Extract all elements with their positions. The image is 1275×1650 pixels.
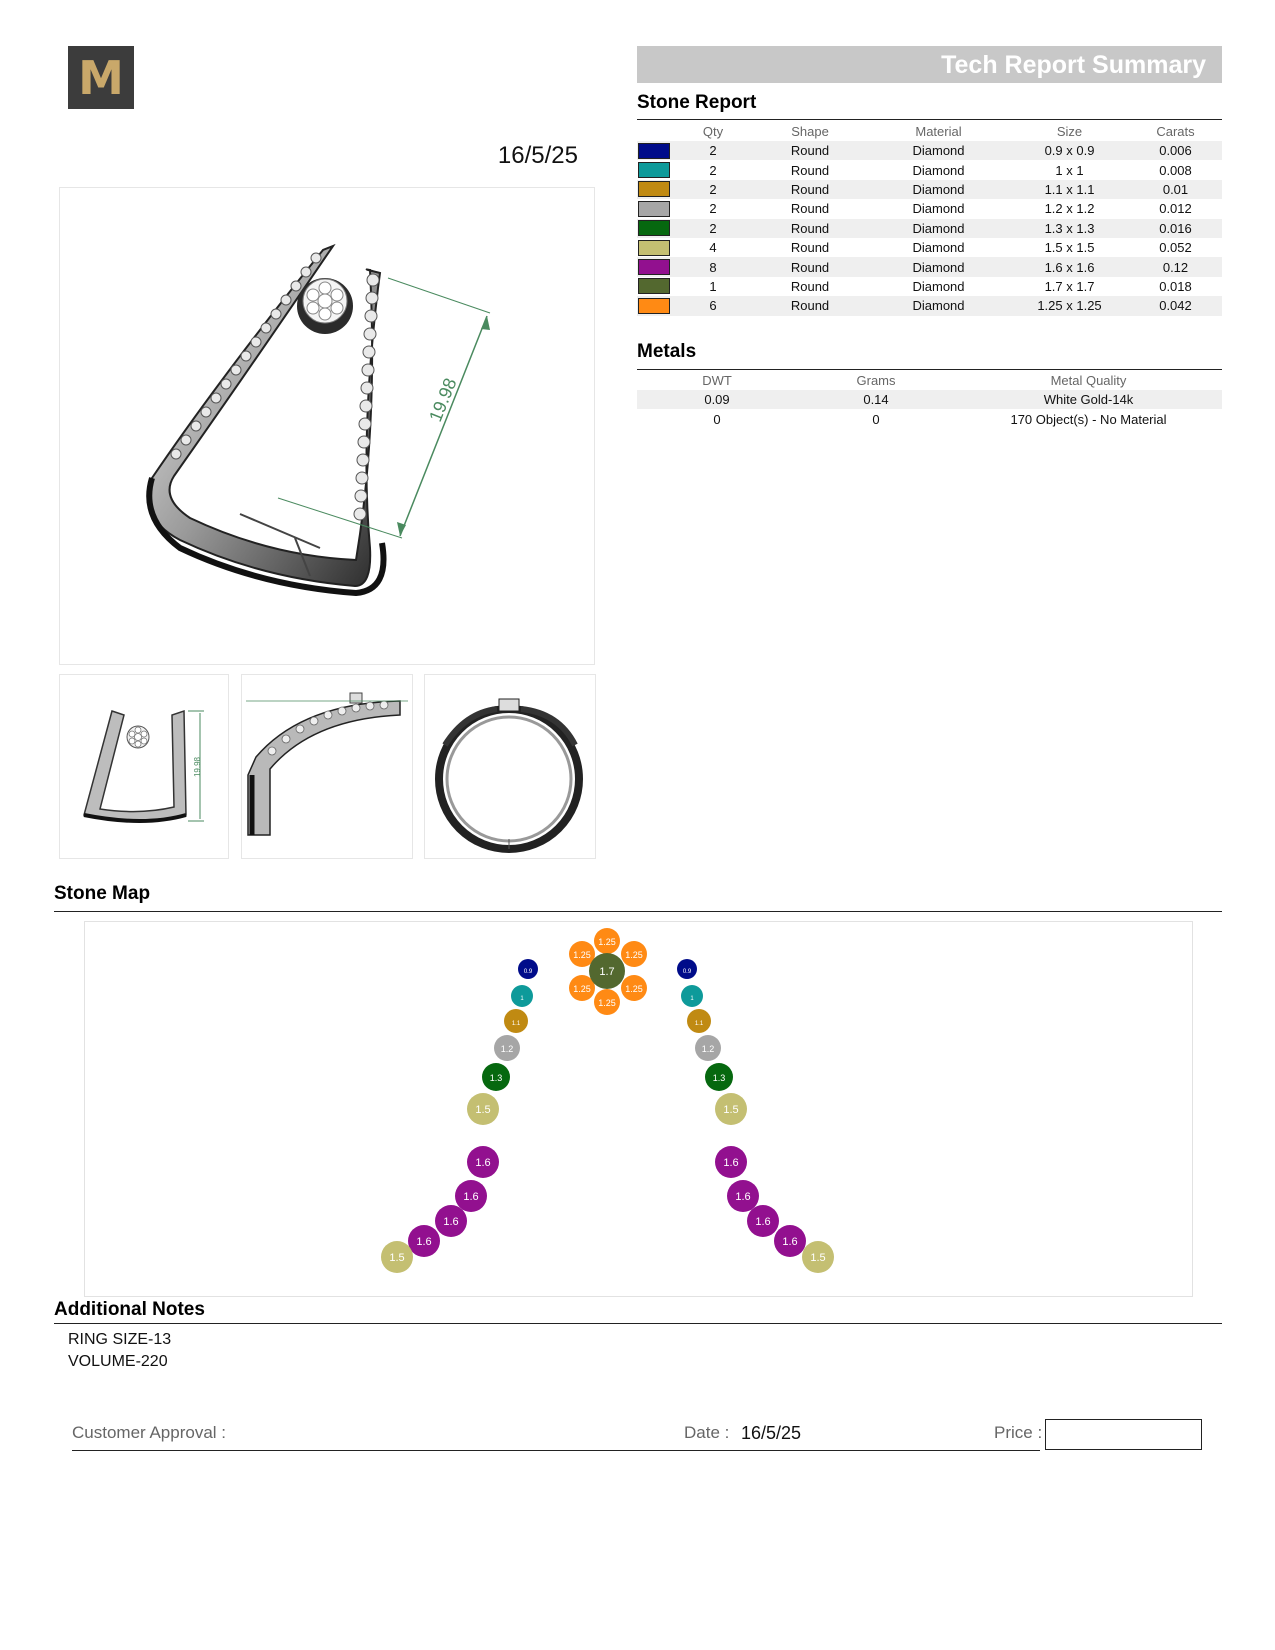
stone-marker xyxy=(687,1009,711,1033)
stone-shape: Round xyxy=(790,278,830,294)
column-header-size: Size xyxy=(1056,124,1083,139)
stone-map-heading: Stone Map xyxy=(54,883,151,904)
stone-shape: Round xyxy=(790,201,830,217)
stone-size-label: 1.25 xyxy=(625,950,643,960)
stone-size-label: 1.2 xyxy=(500,1044,514,1054)
stone-marker xyxy=(455,1180,487,1212)
stone-material: Diamond xyxy=(912,240,965,256)
stone-row xyxy=(637,257,1222,276)
stone-size-label: 1.3 xyxy=(712,1073,726,1083)
stone-size: 1.6 x 1.6 xyxy=(1010,257,1129,276)
stone-color-swatch xyxy=(638,220,670,236)
approval-date-label: Date : xyxy=(684,1423,730,1442)
page-title: Tech Report Summary xyxy=(941,51,1206,79)
stone-carats: 0.052 xyxy=(1159,240,1192,256)
stone-material: Diamond xyxy=(867,296,1010,315)
stone-size-label: 1.6 xyxy=(735,1191,751,1203)
stone-size-label: 1.5 xyxy=(723,1104,739,1116)
notes-rule xyxy=(54,1323,1222,1324)
stone-material: Diamond xyxy=(867,219,1010,238)
stone-size-label: 1.25 xyxy=(625,984,643,994)
stone-marker xyxy=(467,1146,499,1178)
stone-row xyxy=(637,141,1222,160)
price-label: Price : xyxy=(994,1423,1043,1442)
stone-marker xyxy=(482,1063,510,1091)
front-view-drawing xyxy=(60,675,228,858)
stone-marker xyxy=(435,1205,467,1237)
stone-color-cell xyxy=(637,141,673,160)
metal-quality: White Gold-14k xyxy=(955,390,1222,409)
column-header-color xyxy=(637,122,673,141)
stone-color-swatch xyxy=(638,181,670,197)
stone-size: 1.5 x 1.5 xyxy=(1044,240,1095,256)
stone-material: Diamond xyxy=(912,162,965,178)
stone-size: 1.7 x 1.7 xyxy=(1044,278,1095,294)
stone-report-heading: Stone Report xyxy=(637,92,757,113)
stone-color-swatch xyxy=(638,201,670,217)
price-field[interactable] xyxy=(1045,1419,1202,1450)
stone-shape: Round xyxy=(753,180,867,199)
stone-map-diagram xyxy=(85,922,1192,1296)
stone-size-label: 1.25 xyxy=(573,984,591,994)
stone-size-label: 1.6 xyxy=(782,1236,798,1248)
stone-qty: 2 xyxy=(709,162,717,178)
stone-qty: 2 xyxy=(709,201,717,217)
approval-signature-line xyxy=(72,1450,1040,1451)
note-ring-size: RING SIZE-13 xyxy=(68,1331,172,1348)
stone-marker xyxy=(511,985,533,1007)
metal-row xyxy=(637,409,1222,428)
stone-size-label: 1.6 xyxy=(416,1236,432,1248)
metals-rule xyxy=(637,369,1222,370)
stone-qty: 2 xyxy=(673,141,753,160)
stone-size-label: 1.25 xyxy=(598,998,616,1008)
stone-material: Diamond xyxy=(912,201,965,217)
stone-marker xyxy=(715,1146,747,1178)
metals-heading: Metals xyxy=(637,341,697,362)
stone-color-cell xyxy=(637,219,673,238)
thumb-dimension-label: 19.98 xyxy=(193,756,202,778)
stone-marker xyxy=(589,953,625,989)
stone-marker xyxy=(715,1093,747,1125)
stone-size: 1.2 x 1.2 xyxy=(1044,201,1095,217)
dimension-label: 19.98 xyxy=(425,375,461,425)
stone-marker xyxy=(594,989,620,1015)
stone-color-cell xyxy=(637,238,673,257)
approval-date-value: 16/5/25 xyxy=(741,1423,802,1443)
title-banner xyxy=(637,46,1222,83)
stone-row xyxy=(637,277,1222,296)
metal-grams: 0 xyxy=(872,411,880,427)
stone-color-swatch xyxy=(638,278,670,294)
stone-map-rule xyxy=(54,911,1222,912)
stone-color-cell xyxy=(637,257,673,276)
stone-color-swatch xyxy=(638,259,670,275)
stone-row xyxy=(637,238,1222,257)
stone-marker xyxy=(518,959,538,979)
stone-material: Diamond xyxy=(867,257,1010,276)
stone-row xyxy=(637,180,1222,199)
stone-marker xyxy=(408,1225,440,1257)
report-date: 16/5/25 xyxy=(497,142,578,169)
side-view-drawing xyxy=(242,675,412,858)
stone-size-label: 1.7 xyxy=(599,966,615,978)
stone-color-cell xyxy=(637,180,673,199)
metal-dwt: 0.09 xyxy=(637,390,797,409)
stone-qty: 6 xyxy=(673,296,753,315)
stone-marker xyxy=(681,985,703,1007)
stone-size-label: 1.6 xyxy=(443,1216,459,1228)
stone-marker xyxy=(677,959,697,979)
stone-shape: Round xyxy=(790,162,830,178)
stone-color-cell xyxy=(637,160,673,179)
metal-grams: 0.14 xyxy=(797,390,955,409)
column-header-carats: Carats xyxy=(1156,124,1195,139)
stone-carats: 0.008 xyxy=(1159,162,1192,178)
front-view-thumbnail xyxy=(59,674,229,859)
stone-marker xyxy=(467,1093,499,1125)
column-header-shape: Shape xyxy=(791,124,829,139)
stone-marker xyxy=(747,1205,779,1237)
stone-color-swatch xyxy=(638,162,670,178)
stone-row xyxy=(637,160,1222,179)
stone-size-label: 1.25 xyxy=(573,950,591,960)
stone-size-label: 1.25 xyxy=(598,937,616,947)
stone-qty: 8 xyxy=(673,257,753,276)
company-logo xyxy=(68,46,134,109)
stone-qty: 1 xyxy=(709,278,717,294)
stone-marker xyxy=(705,1063,733,1091)
customer-approval-label: Customer Approval : xyxy=(72,1423,227,1442)
stone-carats: 0.016 xyxy=(1129,219,1222,238)
stone-size-label: 1.2 xyxy=(701,1044,715,1054)
stone-color-swatch xyxy=(638,240,670,256)
column-header-dwt: DWT xyxy=(702,373,732,388)
stone-carats: 0.042 xyxy=(1129,296,1222,315)
stone-shape: Round xyxy=(790,240,830,256)
metal-row xyxy=(637,390,1222,409)
stone-material: Diamond xyxy=(867,141,1010,160)
stone-color-cell xyxy=(637,199,673,218)
stone-carats: 0.006 xyxy=(1129,141,1222,160)
stone-marker xyxy=(381,1241,413,1273)
stone-marker xyxy=(621,941,647,967)
stone-size: 1.1 x 1.1 xyxy=(1010,180,1129,199)
stone-size-label: 1.6 xyxy=(463,1191,479,1203)
stone-color-swatch xyxy=(638,143,670,159)
stone-qty: 4 xyxy=(709,240,717,256)
metal-dwt: 0 xyxy=(713,411,721,427)
stone-size-label: 1.1 xyxy=(694,1021,704,1027)
column-header-qty: Qty xyxy=(702,124,724,139)
stone-material: Diamond xyxy=(912,278,965,294)
stone-shape: Round xyxy=(753,257,867,276)
column-header-grams: Grams xyxy=(856,373,896,388)
stone-size-label: 1.6 xyxy=(475,1157,491,1169)
stone-size-label: 1 xyxy=(690,996,694,1002)
top-view-thumbnail xyxy=(424,674,596,859)
stone-marker xyxy=(594,928,620,954)
stone-carats: 0.018 xyxy=(1159,278,1192,294)
stone-size: 1 x 1 xyxy=(1055,162,1084,178)
stone-marker xyxy=(695,1035,721,1061)
column-header-metal-quality: Metal Quality xyxy=(1050,373,1127,388)
stone-size-label: 0.9 xyxy=(682,969,692,975)
metals-table xyxy=(637,371,1222,429)
stone-size-label: 1.5 xyxy=(810,1252,826,1264)
stone-marker xyxy=(494,1035,520,1061)
stone-size: 0.9 x 0.9 xyxy=(1010,141,1129,160)
stone-size-label: 0.9 xyxy=(523,969,533,975)
metal-quality: 170 Object(s) - No Material xyxy=(1010,411,1167,427)
stone-shape: Round xyxy=(753,219,867,238)
stone-size-label: 1.6 xyxy=(723,1157,739,1169)
stone-size-label: 1 xyxy=(520,996,524,1002)
stone-marker xyxy=(621,975,647,1001)
column-header-material: Material xyxy=(915,124,962,139)
stone-size-label: 1.6 xyxy=(755,1216,771,1228)
stone-carats: 0.012 xyxy=(1159,201,1192,217)
stone-size-label: 1.5 xyxy=(389,1252,405,1264)
stone-color-swatch xyxy=(638,298,670,314)
stone-report-table xyxy=(637,122,1222,316)
stone-qty: 2 xyxy=(673,219,753,238)
stone-row xyxy=(637,199,1222,218)
stone-size: 1.25 x 1.25 xyxy=(1010,296,1129,315)
notes-heading: Additional Notes xyxy=(54,1299,205,1320)
stone-shape: Round xyxy=(753,296,867,315)
main-ring-render xyxy=(59,187,595,665)
stone-material: Diamond xyxy=(867,180,1010,199)
stone-marker xyxy=(802,1241,834,1273)
logo-letter: M xyxy=(78,50,124,105)
stone-size-label: 1.5 xyxy=(475,1104,491,1116)
stone-size: 1.3 x 1.3 xyxy=(1010,219,1129,238)
stone-color-cell xyxy=(637,277,673,296)
stone-qty: 2 xyxy=(673,180,753,199)
stone-carats: 0.01 xyxy=(1129,180,1222,199)
stone-size-label: 1.3 xyxy=(489,1073,503,1083)
stone-report-rule xyxy=(637,119,1222,120)
note-volume: VOLUME-220 xyxy=(68,1353,168,1370)
stone-marker xyxy=(727,1180,759,1212)
top-view-drawing xyxy=(425,675,595,858)
stone-marker xyxy=(774,1225,806,1257)
stone-row xyxy=(637,219,1222,238)
side-view-thumbnail xyxy=(241,674,413,859)
stone-map-panel xyxy=(84,921,1193,1297)
stone-row xyxy=(637,296,1222,315)
stone-marker xyxy=(504,1009,528,1033)
stone-shape: Round xyxy=(753,141,867,160)
ring-perspective-drawing xyxy=(60,188,594,664)
stone-color-cell xyxy=(637,296,673,315)
stone-size-label: 1.1 xyxy=(511,1021,521,1027)
stone-carats: 0.12 xyxy=(1129,257,1222,276)
